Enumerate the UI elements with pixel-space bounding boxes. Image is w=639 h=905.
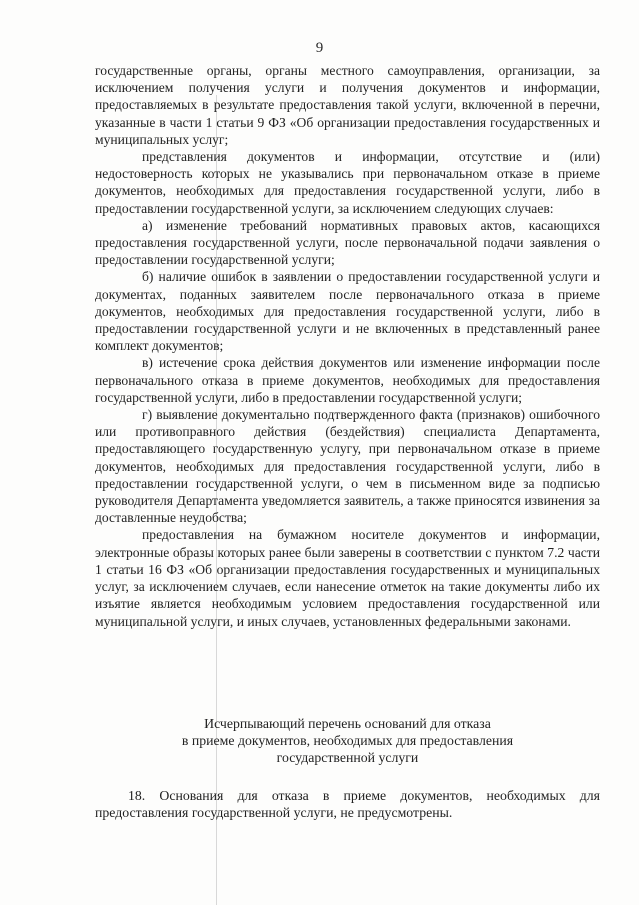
list-item-a: а) изменение требований нормативных правовых актов, касающихся предоставления государственной услуги, после первоначальной подачи заявления о предоставлении государственной услуги; (95, 217, 600, 268)
list-item-v: в) истечение срока действия документов или изменение информации после первоначального отказа в приеме документов, необходимых для предоставления государственной услуги, либо в предоставлении государственной услуги; (95, 355, 600, 405)
section-heading-line-1: Исчерпывающий перечень оснований для отказа (204, 716, 491, 731)
paragraph-documents-info: представления документов и информации, отсутствие и (или) недостоверность которых не указывались при первоначальном отказе в приеме документов, необходимых для предоставления государственной услуги, либо в предоставлении государственной услуги, за исключением следующих случаев: (95, 149, 600, 216)
paragraph-paper-documents: предоставления на бумажном носителе документов и информации, электронные образы которых ранее были заверены в соответствии с пунктом 7.2 части 1 статьи 16 ФЗ «Об организации предоставления государственных и муниципальных услуг, за исключением случаев, если нанесение отметок на такие документы либо их изъятие является необходимым условием предоставления государственной или муниципальной услуги, и иных случаев, установленных федеральными законами. (95, 527, 600, 629)
list-item-g: г) выявление документально подтвержденного факта (признаков) ошибочного или противоправного действия (бездействия) специалиста Департамента, предоставляющего государственную услугу, при первоначальном отказе в приеме документов, необходимых для предоставления государственной услуги, либо в предоставлении государственной услуги, о чем в письменном виде за подписью руководителя Департамента уведомляется заявитель, а также приносятся извинения за доставленные неудобства; (95, 407, 600, 526)
section-heading-line-3: государственной услуги (276, 750, 419, 766)
section-heading (95, 715, 600, 767)
paragraph-continuation: государственные органы, органы местного самоуправления, организации, за исключением получения услуги и получения документов и информации, предоставляемых в результате предоставления такой услуги, включенной в перечни, указанные в части 1 статьи 9 ФЗ «Об организации предоставления государственных и муниципальных услуг; (95, 63, 600, 147)
page-number: 9 (315, 40, 324, 56)
list-item-b: б) наличие ошибок в заявлении о предоставлении государственной услуги и документах, поданных заявителем после первоначального отказа в приеме документов, необходимых для предоставления государственной услуги, либо в предоставлении государственной услуги и не включенных в представленный ранее комплект документов; (95, 269, 600, 354)
clause-18: 18. Основания для отказа в приеме документов, необходимых для предоставления государственной услуги, не предусмотрены. (95, 788, 600, 821)
section-heading-line-2: в приеме документов, необходимых для предоставления (181, 733, 514, 749)
body-text (95, 62, 600, 630)
